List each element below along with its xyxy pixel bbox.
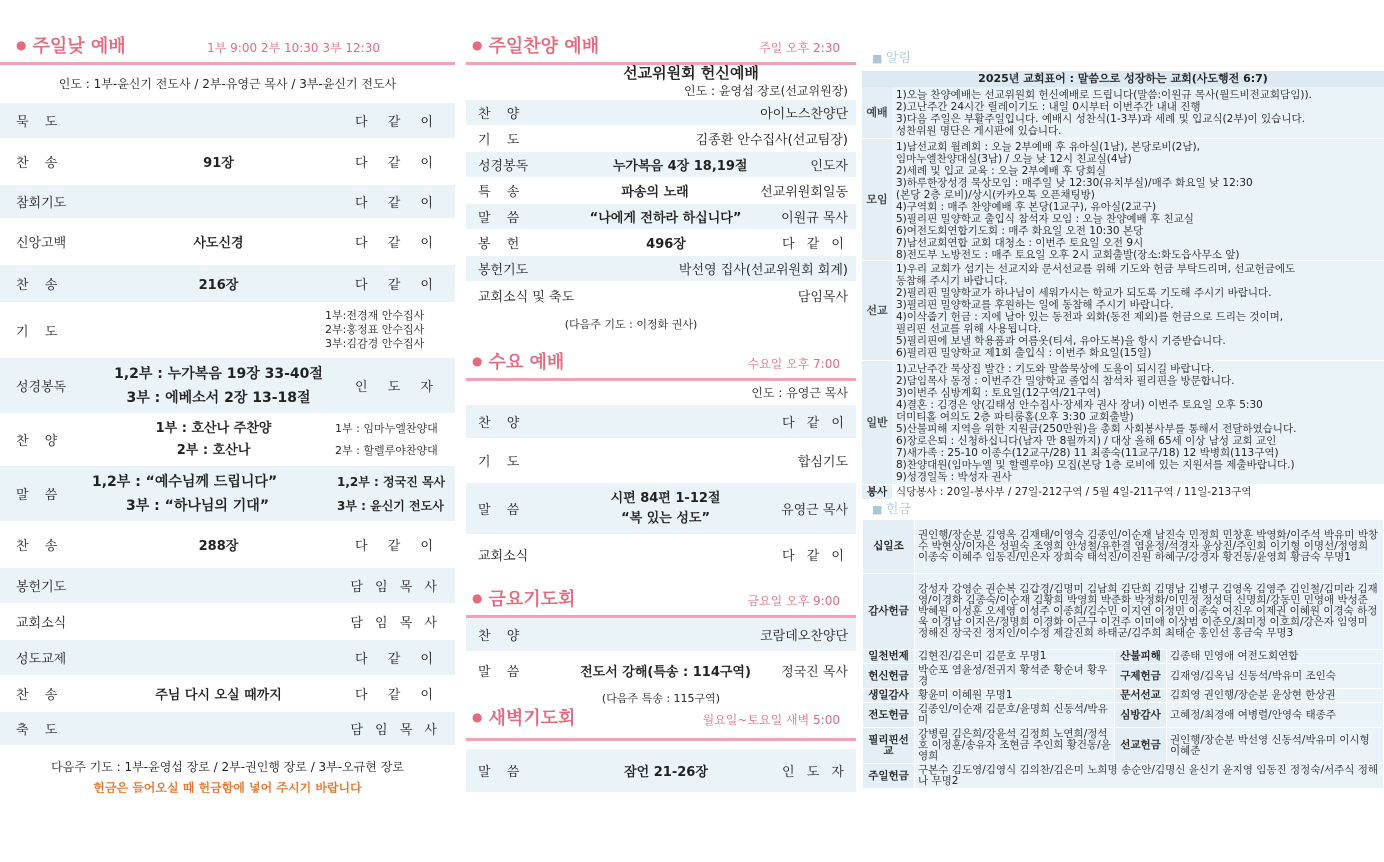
praise-next-prayer: (다음주 기도 : 이정화 권사) xyxy=(564,318,698,331)
table-row: 전도헌금 김종인/이순재 김문호/윤명희 신동석/박유미 심방감사 고혜정/최경애 여병렬/안영숙 태종주 xyxy=(863,703,1384,728)
dawn-service-time: 월요일~토요일 새벽 5:00 xyxy=(702,713,840,727)
friday-service-title: ● 금요기도회 xyxy=(472,585,575,611)
table-row: 감사헌금 강성자 강영순 권순복 김갑경/김명미 김남희 김단희 김명남 김병구 김영옥 김영주 김인철/김미라 김재영/이경화 김종숙/이순재 김황희 박영희 박준화 박정화/이민정 정성덕 신명희/강동민 민영애 박성준 박혜원 이성훈 오세영 이성주 이종희/김수민 이지연 이정민 이종숙 여진우 이제권 이혜원 이경숙 하정욱 이경남 이지은/정명희 이경화 이근구 이건주 이미애 이상범 이준오/최미정 이호희/강은자 임영미 정해진 장국진 정지인/이수정 제갈진희 하태군/김주희 최태순 홍인선 홍금숙 무명3 xyxy=(863,574,1384,650)
sunday-service-time: 1부 9:00 2부 10:30 3부 12:30 xyxy=(207,41,380,55)
table-row: 참회기도 다 같 이 xyxy=(0,185,455,219)
praise-service-title: ● 주일찬양 예배 xyxy=(472,32,599,58)
service-line: 봉사 식당봉사 : 20일-봉사부 / 27일-212구역 / 5월 4일-211구역 / 11일-213구역 xyxy=(862,485,1384,499)
praise-service-header xyxy=(466,0,856,64)
table-row: 찬 송 216장 다 같 이 xyxy=(0,265,455,303)
sunday-service-title: ● 주일낮 예배 xyxy=(16,32,126,58)
notice-group-general: 일반 1)고난주간 묵상집 발간 : 기도와 말씀묵상에 도움이 되시길 바랍니다. 2)담임목사 동정 : 이번주간 밀양학교 졸업식 참석차 필리핀을 방문합니다. 3)이번주 심방계획 : 토요일(12구역/21구역) 4)결혼 : 김경은 양(김태성 안수집사·장세자 권사 장녀) 이번주 토요일 오후 5:30 더미티홀 여의도 2층 파티룸홀(오후 3:30 교회출발) 5)산불피해 지역을 위한 지원금(250만원)을 총회 사회봉사부를 통해서 전달하였습니다. 6)장로은퇴 : 신청하십니다(남자 만 8월까지) / 대상 올해 65세 이상 남성 교회 교인 7)새가족 : 25-10 이종수(12교구/28) 11 최종숙(11교구/18) 12 박병희(113구역) 8)찬양대원(임마누엘 및 할렐루야) 모집(본당 1층 로비에 있는 지원서를 제출바랍니다.) 9)성경일독 : 박성자 권사 xyxy=(862,361,1384,485)
praise-service-time: 주일 오후 2:30 xyxy=(759,41,840,55)
wednesday-service-title: ● 수요 예배 xyxy=(472,348,564,374)
praise-subtitle: 선교위원회 헌신예배 xyxy=(623,64,759,82)
dawn-service-title: ● 새벽기도회 xyxy=(472,704,575,730)
dawn-service-header xyxy=(466,708,856,736)
table-row: 찬 양 다 같 이 xyxy=(466,405,856,439)
table-row: 봉 헌 496장 다 같 이 xyxy=(466,230,856,256)
notice-group-mission: 선교 1)우리 교회가 섬기는 선교지와 문서선교를 위해 기도와 헌금 부탁드리며, 선교헌금에도 동참해 주시기 바랍니다. 2)필리핀 밀양학교가 하나님이 세워가시는 학교가 되도록 기도해 주시기 바랍니다. 3)필리핀 밀양학교를 후원하는 일에 동참해 주시기 바랍니다. 4)이삭줍기 헌금 : 지에 남아 있는 동전과 외화(동전 제외)를 헌금으로 드리는 것이며, 필리핀 선교를 위해 사용됩니다. 5)필리핀에 보낼 학용품과 여름옷(티셔, 유아도복)을 항시 기증받습니다. 6)필리핀 밀양학교 제1회 출입식 : 이번주 화요일(15일) xyxy=(862,261,1384,361)
table-row: 말 씀 1,2부 : “예수님께 드립니다” 3부 : “하나님의 기대” 1,2부 : 정국진 목사 3부 : 윤신기 전도사 xyxy=(0,466,455,522)
wednesday-service-header xyxy=(466,332,856,380)
table-row: 교회소식 및 축도 담임목사 xyxy=(466,282,856,310)
table-row: 특 송 파송의 노래 선교위원회일동 xyxy=(466,178,856,204)
table-row: 교회소식 다 같 이 xyxy=(466,535,856,575)
wednesday-leader: 인도 : 유영근 목사 xyxy=(751,386,848,400)
notice-group-worship: 예배 1)오늘 찬양예배는 선교위원회 헌신예배로 드립니다(말씀:이원규 목사(월드비전교회담임)). 2)고난주간 24시간 릴레이기도 : 내일 0시부터 이번주간 내내 진행 3)다음 주일은 부활주일입니다. 예배시 성찬식(1-3부)과 세례 및 입교식(2부)이 있습니다. 성찬위원 명단은 게시판에 있습니다. xyxy=(862,87,1384,139)
table-row: 헌신헌금 박순포 염윤성/전귀지 황석준 황순녀 황우경 구제헌금 김재영/김옥님 신동석/박유미 조인숙 xyxy=(863,664,1384,689)
table-row: 봉헌기도 박선영 집사(선교위원회 회계) xyxy=(466,256,856,282)
table-row: 말 씀 “나에게 전하라 하십니다” 이원규 목사 xyxy=(466,204,856,230)
friday-next-special: (다음주 특송 : 115구역) xyxy=(601,692,721,705)
table-row: 주일헌금 구본수 김도영/김영식 김의찬/김은미 노희명 송순안/김명신 윤신기 윤지영 임동진 정정숙/서주식 정해나 무명2 xyxy=(863,764,1384,789)
table-row: 찬 양 아이노스찬양단 xyxy=(466,100,856,126)
next-prayer: 다음주 기도 : 1부-윤영섭 장로 / 2부-권인행 장로 / 3부-오규현 장로 xyxy=(51,760,404,774)
table-row: 교회소식 담 임 목 사 xyxy=(0,604,455,640)
table-row: 기 도 김종환 안수집사(선교팀장) xyxy=(466,126,856,152)
offering-note: 헌금은 들어오실 때 헌금함에 넣어 주시기 바랍니다 xyxy=(93,781,362,793)
table-row: 기 도 합심기도 xyxy=(466,439,856,483)
notice-groups xyxy=(862,87,1384,485)
table-row: 성경봉독 누가복음 4장 18,19절 인도자 xyxy=(466,152,856,178)
table-row: 봉헌기도 담 임 목 사 xyxy=(0,568,455,604)
sunday-service-header xyxy=(0,0,455,64)
table-row: 말 씀 잠언 21-26장 인 도 자 xyxy=(466,749,856,793)
notices-heading: ■ 알림 xyxy=(862,50,1384,68)
notices-column xyxy=(862,50,1384,789)
table-row: 찬 송 288장 다 같 이 xyxy=(0,522,455,568)
table-row: 신앙고백 사도신경 다 같 이 xyxy=(0,219,455,265)
table-row: 말 씀 시편 84편 1-12절 “복 있는 성도” 유영근 목사 xyxy=(466,483,856,535)
offerings-heading: ■ 헌금 xyxy=(862,501,1384,519)
table-row: 찬 송 91장 다 같 이 xyxy=(0,139,455,185)
notice-group-meetings: 모임 1)남선교회 월례회 : 오늘 2부예배 후 유아실(1남), 본당로비(2남), 임마누엘찬양대실(3남) / 오늘 낮 12시 친교실(4남) 2)세례 및 입교 교육 : 오늘 2부예배 후 당회실 3)하루한장성경 묵상모임 : 매주일 낮 12:30(유치부실)/매주 화요일 낮 12:30 (본당 2층 로비)/상시(카카오톡 오픈채팅방) 4)구역회 : 매주 찬양예배 후 본당(1교구), 유아실(2교구) 5)필리핀 밀양학교 출입식 참석자 모임 : 오늘 찬양예배 후 친교실 6)여전도회연합기도회 : 매주 화요일 오전 10:30 본당 7)남선교회연합 교회 대청소 : 이번주 토요일 오전 9시 8)전도부 노방전도 : 매주 토요일 오후 2시 교회출발(장소:화도읍사무소 앞) xyxy=(862,139,1384,261)
table-row: 기 도 1부:전경재 안수집사 2부:홍정표 안수집사 3부:김감경 안수집사 xyxy=(0,303,455,358)
divider xyxy=(466,738,856,741)
friday-service-time: 금요일 오후 9:00 xyxy=(747,594,840,608)
wednesday-service-time: 수요일 오후 7:00 xyxy=(747,357,840,371)
table-row: 성도교제 다 같 이 xyxy=(0,640,455,676)
prayer-list: 1부:전경재 안수집사 2부:홍정표 안수집사 3부:김감경 안수집사 xyxy=(325,309,425,350)
table-row: 찬 양 코람데오찬양단 xyxy=(466,618,856,652)
table-row: 축 도 담 임 목 사 xyxy=(0,712,455,746)
table-row: 성경봉독 1,2부 : 누가복음 19장 33-40절 3부 : 에베소서 2장 13-18절 인 도 자 xyxy=(0,358,455,414)
table-row: 생일감사 황윤미 이혜원 무명1 문서선교 김희영 권인행/장순분 윤상현 한상권 xyxy=(863,689,1384,703)
table-row: 일천번제 김현진/김은미 김문호 무명1 산불피해 김종태 민영애 여전도회연합 xyxy=(863,650,1384,664)
table-row: 찬 양 1부 : 호산나 주찬양 2부 : 호산나 1부 : 임마누엘찬양대 2부 : 할렐루야찬양대 xyxy=(0,414,455,466)
table-row: 찬 송 주님 다시 오실 때까지 다 같 이 xyxy=(0,676,455,712)
offerings-table xyxy=(862,519,1384,789)
table-row: 묵 도 다 같 이 xyxy=(0,103,455,139)
praise-leader: 인도 : 윤영섭 장로(선교위원장) xyxy=(684,84,848,98)
table-row: 말 씀 전도서 강해(특송 : 114구역) 정국진 목사 xyxy=(466,652,856,690)
friday-service-header xyxy=(466,575,856,617)
leader-line: 인도 : 1부-윤신기 전도사 / 2부-유영근 목사 / 3부-윤신기 전도사 xyxy=(58,77,397,91)
church-motto-banner: 2025년 교회표어 : 말씀으로 성장하는 교회(사도행전 6:7) xyxy=(862,71,1384,87)
other-services-column xyxy=(466,0,856,793)
sunday-service-column xyxy=(0,0,455,793)
table-row: 십일조 권인행/장순분 김영옥 김재태/이영숙 김종인/이순재 남진숙 민정희 민창훈 박영화/이주석 박유미 박창수 박현상/이자은 성필숙 조영희 안성철/유한결 염윤정/석경자 윤상진/주인희 이기형 이명선/정영희 이종숙 이혜주 임동진/민은자 장희숙 태석진/이진원 하혜구/강경자 황건동/윤영희 황금숙 무명1 xyxy=(863,520,1384,574)
table-row: 필리핀선교 강병림 김은희/강윤석 김정희 노연희/정석호 이정훈/송유자 조현금 주인희 황건동/윤영희 선교헌금 권인행/장순분 박선영 신동석/박유미 이시형 이혜준 xyxy=(863,728,1384,764)
